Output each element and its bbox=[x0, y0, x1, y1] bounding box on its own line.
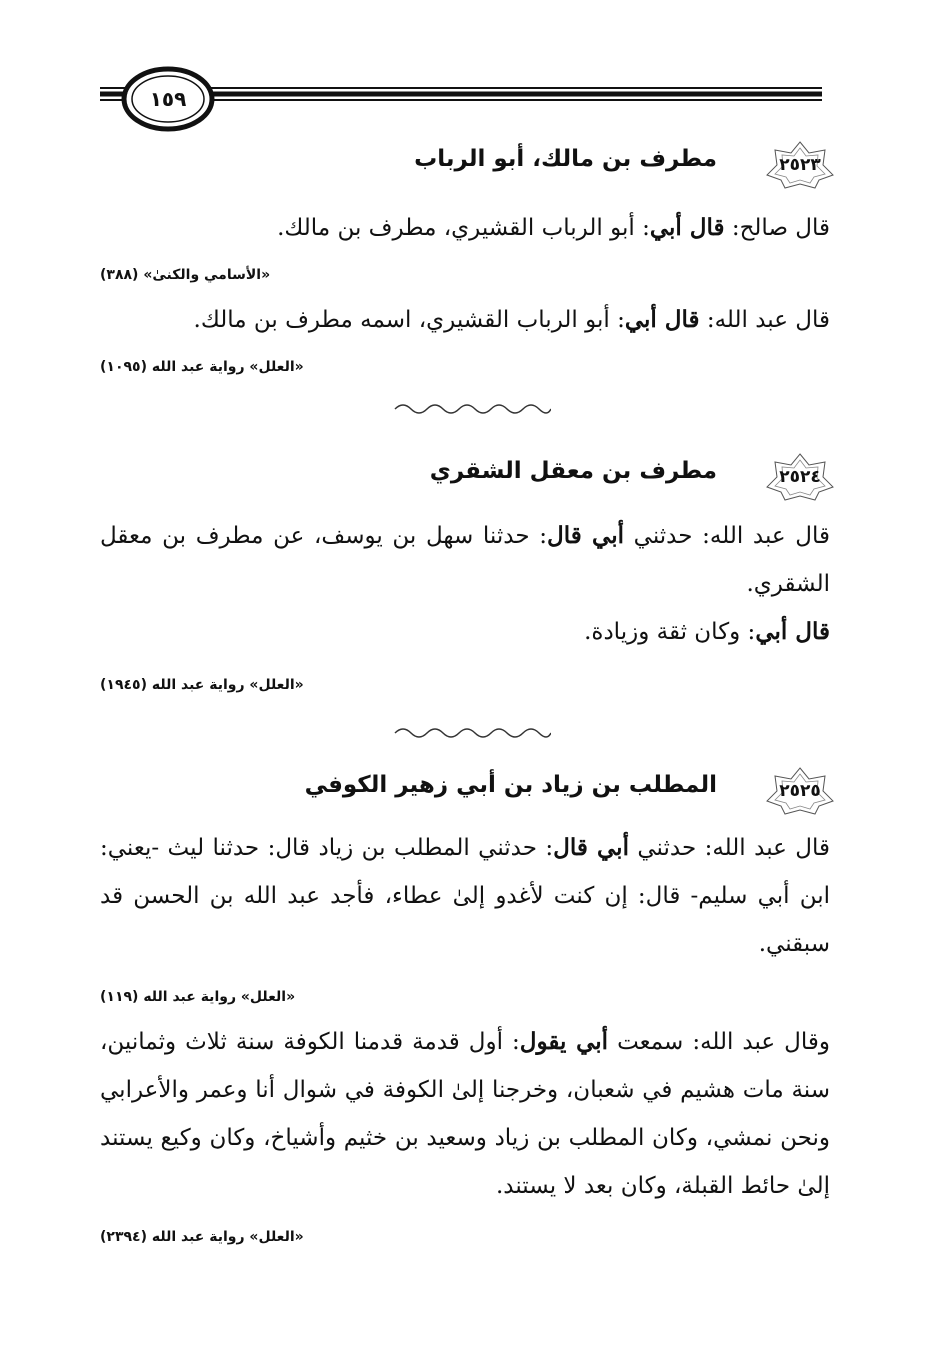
entry-number: ٢٥٢٣ bbox=[779, 155, 821, 175]
paragraph-lead: قال عبد الله: bbox=[699, 307, 830, 333]
page-header bbox=[0, 0, 942, 140]
paragraph-lead: قال عبد الله: حدثني bbox=[624, 523, 830, 549]
paragraph-text: : حدثني المطلب بن زياد قال: حدثنا ليث -يعني: ابن أبي سليم- قال: إن كنت لأغدو إلىٰ عطاء، فأجد عبد الله بن الحسن قد سبقني. bbox=[100, 835, 830, 957]
paragraph bbox=[100, 204, 830, 252]
entry-heading bbox=[100, 766, 835, 816]
paragraph bbox=[100, 296, 830, 344]
section-divider-ornament bbox=[391, 402, 551, 416]
paragraph-bold: أبي قال bbox=[553, 834, 629, 861]
entry-title: المطلب بن زياد بن أبي زهير الكوفي bbox=[304, 772, 717, 798]
paragraph-lead: قال صالح: bbox=[724, 215, 830, 241]
page-number: ١٥٩ bbox=[149, 87, 187, 111]
entry-number: ٢٥٢٤ bbox=[779, 467, 821, 487]
paragraph-text: : حدثنا سهل بن يوسف، عن مطرف بن معقل الشقري. bbox=[100, 523, 830, 597]
paragraph-text: : أبو الرباب القشيري، مطرف بن مالك. bbox=[277, 215, 650, 241]
paragraph-lead: قال عبد الله: حدثني bbox=[628, 835, 830, 861]
paragraph bbox=[100, 1018, 830, 1210]
paragraph-text: : وكان ثقة وزيادة. bbox=[584, 619, 756, 645]
paragraph-bold: أبي قال bbox=[546, 522, 625, 549]
paragraph-text: : أول قدمة قدمنا الكوفة سنة ثلاث وثمانين، سنة مات هشيم في شعبان، وخرجنا إلىٰ الكوفة في شوال أنا وعمر والأعرابي ونحن نمشي، وكان المطلب بن زياد وسعيد بن خثيم وأشياخ، وكان وكيع يستند إلىٰ حائط القبلة، وكان بعد لا يستند. bbox=[100, 1029, 830, 1199]
entry-heading bbox=[100, 140, 835, 190]
paragraph bbox=[100, 512, 830, 608]
source-citation: «العلل» رواية عبد الله (١٩٤٥) bbox=[100, 677, 304, 693]
source-citation: «الأسامي والكنىٰ» (٣٨٨) bbox=[100, 267, 271, 283]
entry-number: ٢٥٢٥ bbox=[779, 781, 821, 801]
source-citation: «العلل» رواية عبد الله (٢٣٩٤) bbox=[100, 1229, 304, 1245]
entry-title: مطرف بن مالك، أبو الرباب bbox=[414, 146, 717, 172]
paragraph-text: : أبو الرباب القشيري، اسمه مطرف بن مالك. bbox=[193, 307, 625, 333]
paragraph-bold: قال أبي bbox=[649, 214, 725, 241]
entry-number-medallion bbox=[765, 452, 835, 502]
entry-heading bbox=[100, 452, 835, 502]
paragraph-lead: وقال عبد الله: سمعت bbox=[608, 1029, 830, 1055]
entry-number-medallion bbox=[765, 766, 835, 816]
paragraph bbox=[100, 824, 830, 968]
paragraph-bold: أبي يقول bbox=[519, 1028, 609, 1055]
entry-title: مطرف بن معقل الشقري bbox=[429, 458, 717, 484]
paragraph bbox=[100, 608, 830, 656]
source-citation: «العلل» رواية عبد الله (١٠٩٥) bbox=[100, 359, 304, 375]
paragraph-bold: قال أبي bbox=[755, 618, 830, 645]
paragraph-bold: قال أبي bbox=[624, 306, 700, 333]
section-divider-ornament bbox=[391, 726, 551, 740]
source-citation: «العلل» رواية عبد الله (١١٩) bbox=[100, 989, 296, 1005]
entry-number-medallion bbox=[765, 140, 835, 190]
